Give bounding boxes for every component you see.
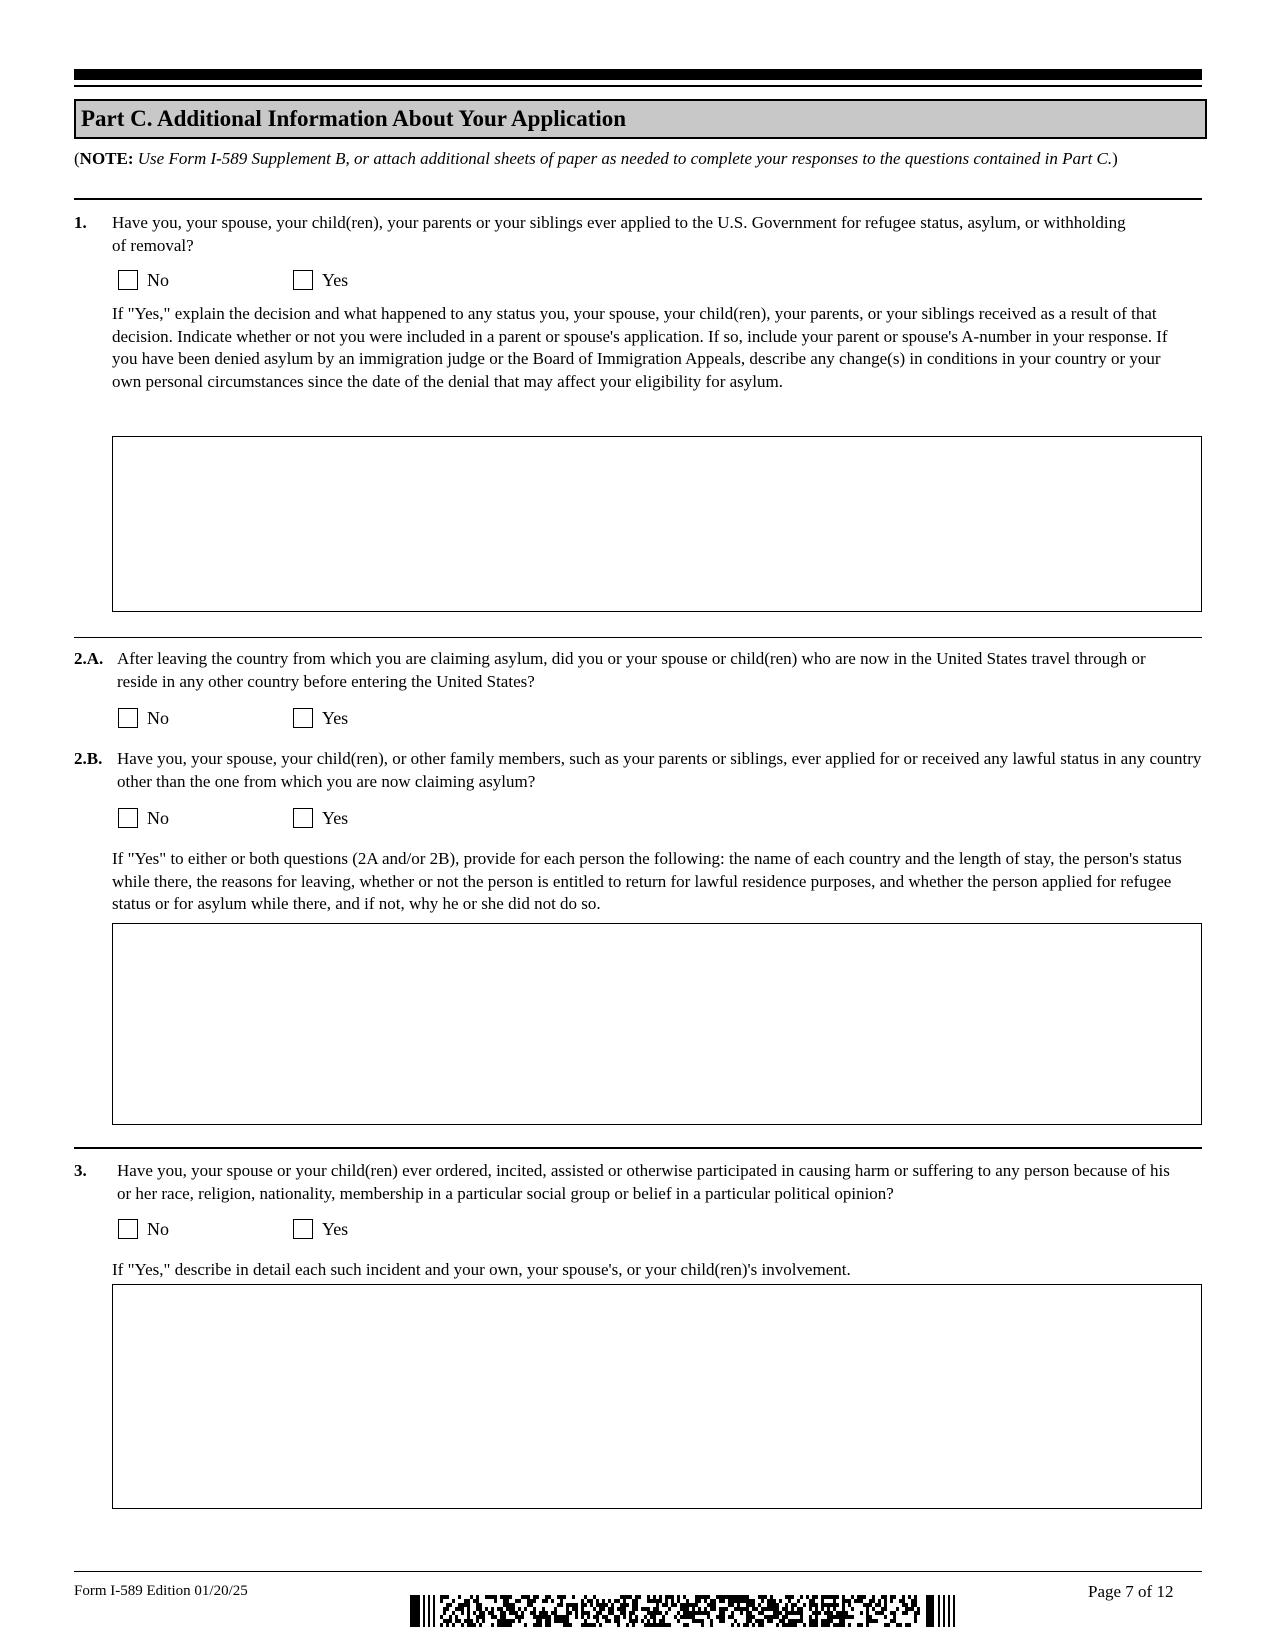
part-c-note <box>74 148 1194 170</box>
section-rule <box>74 1147 1202 1149</box>
q2a-no-checkbox[interactable] <box>118 708 138 728</box>
q1-answer-box[interactable] <box>112 436 1202 612</box>
q3-yes-label: Yes <box>322 1219 349 1239</box>
barcode <box>410 1595 960 1627</box>
q2a-no-label: No <box>147 708 169 728</box>
footer-rule <box>74 1571 1202 1572</box>
question-2a-text: After leaving the country from which you are claiming asylum, did you or your spouse or child(ren) who are now in the United States travel through or reside in any other country before entering the United States? <box>117 649 1146 691</box>
question-1-explain: If "Yes," explain the decision and what happened to any status you, your spouse, your child(ren), your parents, or your siblings received as a result of that decision. Indicate whether or not you were included in a parent or spouse's application. If so, include your parent or spouse's A-number in your response. If you have been denied asylum by an immigration judge or the Board of Immigration Appeals, describe any change(s) in conditions in your country or your own personal circumstances since the date of the denial that may affect your eligibility for asylum. <box>112 304 1168 391</box>
note-label: NOTE: <box>79 149 134 168</box>
q1-no-label: No <box>147 270 169 290</box>
question-1-number: 1. <box>74 213 87 232</box>
question-3-number: 3. <box>74 1161 87 1180</box>
barcode-graphic <box>410 1595 960 1627</box>
q2a-yes-label: Yes <box>322 708 349 728</box>
q3-no-label: No <box>147 1219 169 1239</box>
note-close-paren: ) <box>1112 149 1118 168</box>
part-c-header: Part C. Additional Information About Your Application <box>74 99 1207 139</box>
q2b-yes-label: Yes <box>322 808 349 828</box>
q3-yes-checkbox[interactable] <box>293 1219 313 1239</box>
note-open-paren: ( <box>74 149 80 168</box>
top-thick-rule <box>74 69 1202 80</box>
question-3-text: Have you, your spouse or your child(ren) ever ordered, incited, assisted or otherwise participated in causing harm or suffering to any person because of his or her race, religion, nationality, membership in a particular social group or belief in a particular political opinion? <box>117 1161 1170 1203</box>
page-number: Page 7 of 12 <box>1088 1582 1174 1601</box>
q3-no-checkbox[interactable] <box>118 1219 138 1239</box>
q1-yes-checkbox[interactable] <box>293 270 313 290</box>
section-rule <box>74 198 1202 200</box>
note-text: Use Form I-589 Supplement B, or attach additional sheets of paper as needed to complete your responses to the questions contained in Part C. <box>133 149 1113 168</box>
section-rule <box>74 637 1202 638</box>
question-2b-text: Have you, your spouse, your child(ren), or other family members, such as your parents or siblings, ever applied for or received any lawful status in any country other than the one from which you are now claiming asylum? <box>117 749 1202 791</box>
q2b-yes-checkbox[interactable] <box>293 808 313 828</box>
q2b-no-label: No <box>147 808 169 828</box>
q2b-no-checkbox[interactable] <box>118 808 138 828</box>
question-3-explain: If "Yes," describe in detail each such incident and your own, your spouse's, or your child(ren)'s involvement. <box>112 1260 851 1279</box>
q2-answer-box[interactable] <box>112 923 1202 1125</box>
question-2-explain: If "Yes" to either or both questions (2A and/or 2B), provide for each person the following: the name of each country and the length of stay, the person's status while there, the reasons for leaving, whether or not the person is entitled to return for lawful residence purposes, and whether the person applied for refugee status or for asylum while there, and if not, why he or she did not do so. <box>112 849 1182 913</box>
question-2b-number: 2.B. <box>74 749 103 768</box>
q1-yes-label: Yes <box>322 270 349 290</box>
q2a-yes-checkbox[interactable] <box>293 708 313 728</box>
question-2a-number: 2.A. <box>74 649 104 668</box>
question-1-text: Have you, your spouse, your child(ren), your parents or your siblings ever applied to the U.S. Government for refugee status, asylum, or withholding of removal? <box>112 213 1126 255</box>
q1-no-checkbox[interactable] <box>118 270 138 290</box>
top-thin-rule <box>74 85 1202 87</box>
form-edition: Form I-589 Edition 01/20/25 <box>74 1583 248 1599</box>
q3-answer-box[interactable] <box>112 1284 1202 1509</box>
